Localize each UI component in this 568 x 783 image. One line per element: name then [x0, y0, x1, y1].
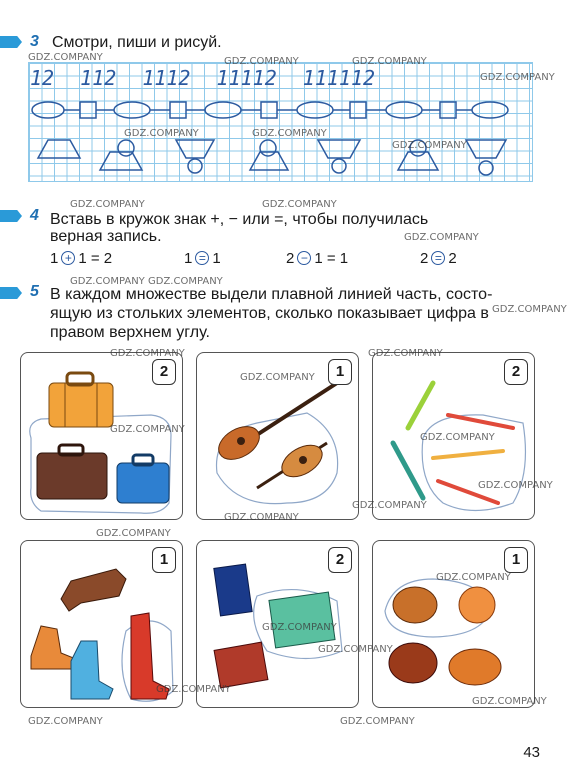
- watermark: GDZ.COMPANY: [262, 199, 337, 210]
- equation-3: 2 − 1 = 1: [286, 250, 349, 267]
- shape-pattern-drawing: [0, 0, 568, 200]
- brown-boot: [61, 569, 126, 611]
- toothbrush: [408, 383, 433, 428]
- blue-notebook: [214, 564, 252, 616]
- watermark: GDZ.COMPANY: [70, 199, 145, 210]
- peach: [459, 587, 495, 623]
- bun: [449, 649, 501, 685]
- green-notebook: [269, 592, 335, 648]
- blue-boot: [71, 641, 113, 699]
- watermark: GDZ.COMPANY: [472, 696, 547, 707]
- watermark: GDZ.COMPANY: [148, 276, 223, 287]
- sequence-item: 12: [30, 66, 55, 90]
- set-card-buns: [372, 540, 535, 708]
- task-4-number: 4: [30, 207, 39, 224]
- sign-circle: −: [297, 251, 311, 265]
- watermark: GDZ.COMPANY: [224, 56, 299, 67]
- task-4-line-2: верная запись.: [50, 228, 162, 245]
- task-5-number: 5: [30, 283, 39, 300]
- sequence-item: 112: [80, 66, 117, 90]
- watermark: GDZ.COMPANY: [368, 348, 443, 359]
- watermark: GDZ.COMPANY: [110, 348, 185, 359]
- watermark: GDZ.COMPANY: [96, 528, 171, 539]
- sequence-item: 1112: [142, 66, 191, 90]
- sign-circle: =: [431, 251, 445, 265]
- set-card-boots: [20, 540, 183, 708]
- watermark: GDZ.COMPANY: [318, 644, 393, 655]
- watermark: GDZ.COMPANY: [240, 372, 315, 383]
- toothbrush: [393, 443, 423, 498]
- toothbrush: [448, 415, 513, 428]
- task-5-line-3: правом верхнем углу.: [50, 324, 210, 341]
- watermark: GDZ.COMPANY: [492, 304, 567, 315]
- watermark: GDZ.COMPANY: [340, 716, 415, 727]
- guitar: [257, 439, 328, 488]
- watermark: GDZ.COMPANY: [352, 56, 427, 67]
- equation-1: 1 + 1 = 2: [50, 250, 113, 267]
- watermark: GDZ.COMPANY: [124, 128, 199, 139]
- watermark: GDZ.COMPANY: [110, 424, 185, 435]
- set-card-suitcases: [20, 352, 183, 520]
- sign-circle: =: [195, 251, 209, 265]
- watermark: GDZ.COMPANY: [70, 276, 145, 287]
- task-4-line-1: Вставь в кружок знак +, − или =, чтобы получилась: [50, 211, 429, 228]
- ellipse-square-chain: [32, 102, 508, 118]
- task-5-marker: [0, 287, 22, 299]
- watermark: GDZ.COMPANY: [352, 500, 427, 511]
- sequence-item: 111112: [302, 66, 376, 90]
- toothbrush: [433, 451, 503, 458]
- watermark: GDZ.COMPANY: [404, 232, 479, 243]
- task-3-text: Смотри, пиши и рисуй.: [52, 34, 222, 51]
- red-notebook: [214, 642, 268, 688]
- page-number: 43: [523, 744, 540, 761]
- bun: [393, 587, 437, 623]
- count-badge: 2: [328, 547, 352, 573]
- watermark: GDZ.COMPANY: [262, 622, 337, 633]
- brown-suitcase: [37, 445, 107, 499]
- task-4-marker: [0, 210, 22, 222]
- watermark: GDZ.COMPANY: [224, 512, 299, 523]
- watermark: GDZ.COMPANY: [478, 480, 553, 491]
- count-badge: 2: [504, 359, 528, 385]
- watermark: GDZ.COMPANY: [252, 128, 327, 139]
- count-badge: 1: [328, 359, 352, 385]
- watermark: GDZ.COMPANY: [420, 432, 495, 443]
- task-3-number: 3: [30, 33, 39, 50]
- bun: [389, 643, 437, 683]
- watermark: GDZ.COMPANY: [480, 72, 555, 83]
- sign-circle: +: [61, 251, 75, 265]
- watermark: GDZ.COMPANY: [392, 140, 467, 151]
- orange-boot: [31, 626, 76, 669]
- task-5-line-2: ящую из стольких элементов, сколько показывает цифра в: [50, 305, 489, 322]
- watermark: GDZ.COMPANY: [28, 52, 103, 63]
- watermark: GDZ.COMPANY: [436, 572, 511, 583]
- watermark: GDZ.COMPANY: [28, 716, 103, 727]
- count-badge: 1: [152, 547, 176, 573]
- equation-4: 2 = 2: [420, 250, 457, 267]
- count-badge: 2: [152, 359, 176, 385]
- yellow-suitcase: [49, 373, 113, 427]
- watermark: GDZ.COMPANY: [156, 684, 231, 695]
- equation-2: 1 = 1: [184, 250, 221, 267]
- sequence-item: 11112: [216, 66, 277, 90]
- task-5-line-1: В каждом множестве выдели плавной линией часть, состо-: [50, 286, 493, 303]
- blue-suitcase: [117, 455, 169, 503]
- count-badge: 1: [504, 547, 528, 573]
